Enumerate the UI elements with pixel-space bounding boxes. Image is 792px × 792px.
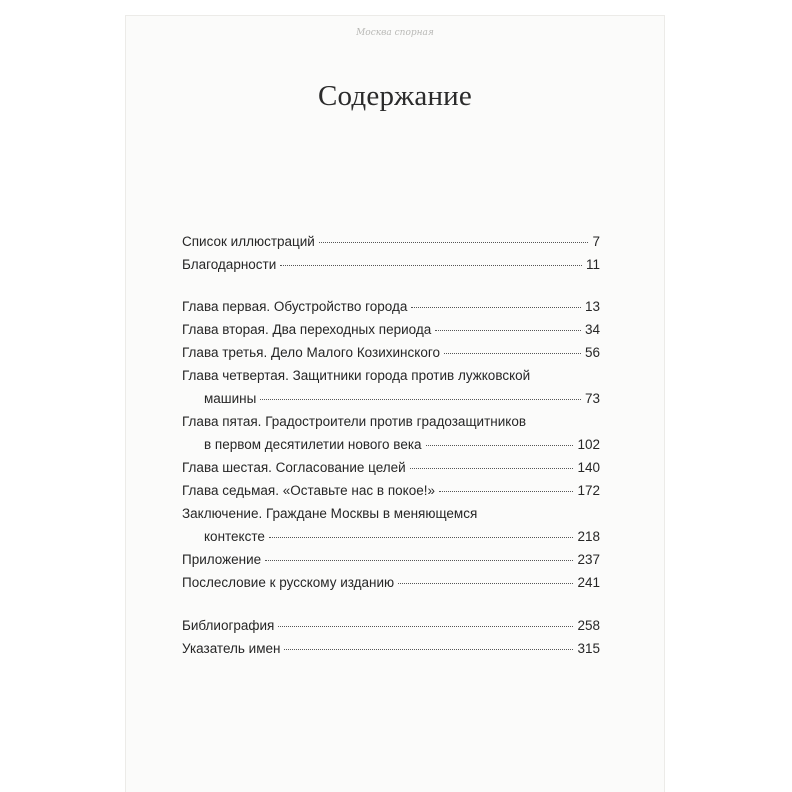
toc-entry-label-first-line: Глава четвертая. Защитники города против лужковской xyxy=(182,368,531,383)
toc-entry-page: 237 xyxy=(577,552,600,567)
toc-entry-label: Глава шестая. Согласование целей xyxy=(182,460,406,475)
toc-entry-label: Библиография xyxy=(182,618,275,633)
book-page xyxy=(126,16,664,792)
toc-entry xyxy=(182,502,600,548)
toc-entry-label-first-line: Заключение. Граждане Москвы в меняющемся xyxy=(182,506,478,521)
toc-entry-label: машины xyxy=(204,391,257,406)
toc-entry xyxy=(182,364,600,410)
toc-entry xyxy=(182,548,600,571)
toc-entry-page: 56 xyxy=(584,345,600,360)
dot-leader xyxy=(439,491,574,492)
toc-entry-label: Приложение xyxy=(182,552,262,567)
toc-entry-label: Указатель имен xyxy=(182,641,281,656)
toc-entry-page: 172 xyxy=(577,483,600,498)
dot-leader xyxy=(269,537,574,538)
dot-leader xyxy=(411,307,581,308)
toc-entry-label: Глава седьмая. «Оставьте нас в покое!» xyxy=(182,483,435,498)
toc-entry-label: Благодарности xyxy=(182,257,277,272)
toc-entry-label: Глава третья. Дело Малого Козихинского xyxy=(182,345,440,360)
toc-entry xyxy=(182,230,600,253)
toc-entry xyxy=(182,571,600,594)
toc-entry-label: Глава вторая. Два переходных периода xyxy=(182,322,432,337)
show-through-text xyxy=(126,120,664,131)
toc-entry xyxy=(182,253,600,276)
dot-leader xyxy=(319,242,589,243)
toc-entry-label: контексте xyxy=(204,529,265,544)
toc-entry-label: Список иллюстраций xyxy=(182,234,315,249)
page-title: Содержание xyxy=(318,80,472,112)
dot-leader xyxy=(398,583,573,584)
toc-entry-page: 34 xyxy=(584,322,600,337)
toc-entry-page: 241 xyxy=(577,575,600,590)
toc-entry-page: 102 xyxy=(577,437,600,452)
toc-entry-page: 11 xyxy=(585,257,600,272)
toc-entry xyxy=(182,341,600,364)
toc-entry-label: Послесловие к русскому изданию xyxy=(182,575,395,590)
dot-leader xyxy=(444,353,581,354)
toc-entry xyxy=(182,614,600,637)
toc-entry-page: 13 xyxy=(584,299,600,314)
dot-leader xyxy=(280,265,582,266)
toc-entry-label: в первом десятилетии нового века xyxy=(204,437,422,452)
dot-leader xyxy=(410,468,574,469)
toc-entry-label-first-line: Глава пятая. Градостроители против градозащитников xyxy=(182,414,527,429)
toc-entry-page: 7 xyxy=(592,234,600,249)
toc-entry xyxy=(182,479,600,502)
dot-leader xyxy=(435,330,581,331)
toc-entry-page: 258 xyxy=(577,618,600,633)
dot-leader xyxy=(284,649,573,650)
toc-entry xyxy=(182,295,600,318)
dot-leader xyxy=(278,626,573,627)
toc-entry-page: 73 xyxy=(584,391,600,406)
dot-leader xyxy=(265,560,573,561)
toc-entry-page: 315 xyxy=(577,641,600,656)
dot-leader xyxy=(426,445,574,446)
toc-entry xyxy=(182,456,600,479)
toc-entry xyxy=(182,637,600,660)
toc-entry xyxy=(182,410,600,456)
toc-entry xyxy=(182,318,600,341)
running-head: Москва спорная xyxy=(356,28,434,38)
toc-entry-label: Глава первая. Обустройство города xyxy=(182,299,408,314)
toc-entry-page: 218 xyxy=(577,529,600,544)
toc-entry-page: 140 xyxy=(577,460,600,475)
dot-leader xyxy=(260,399,581,400)
